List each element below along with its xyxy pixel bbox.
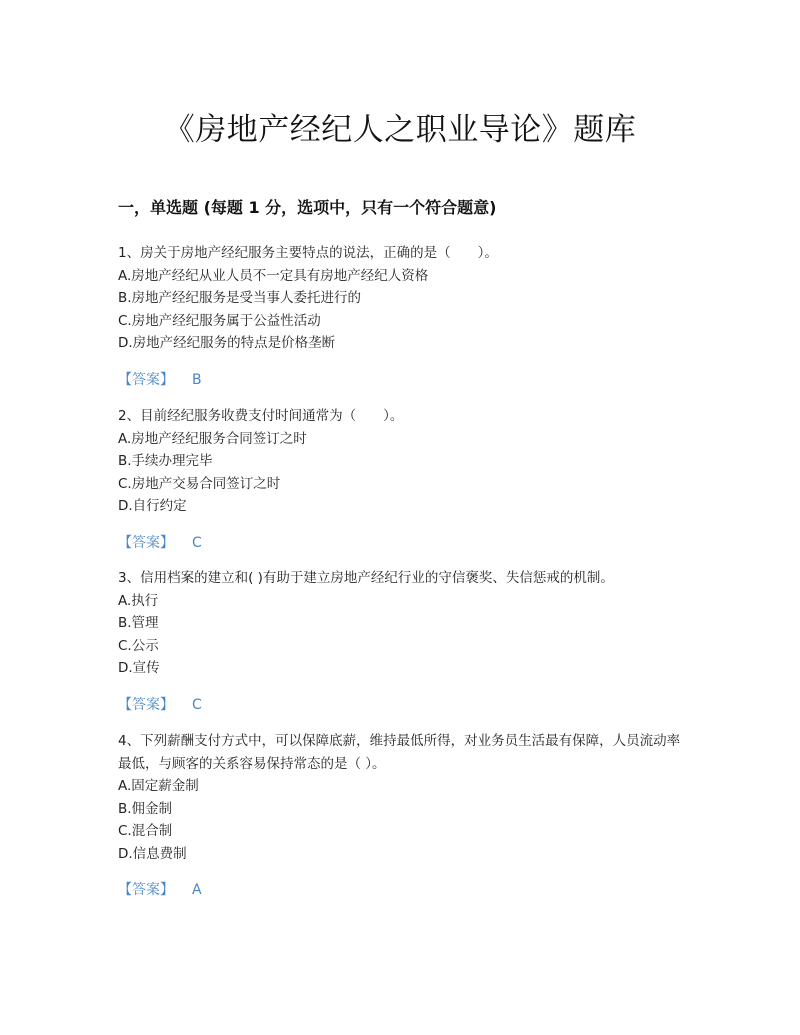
answer-value: A [192, 882, 202, 898]
section-heading: 一，单选题 (每题 1 分，选项中，只有一个符合题意) [118, 198, 497, 217]
option-d: D.信息费制 [118, 845, 187, 862]
question-stem: 2、目前经纪服务收费支付时间通常为（ ）。 [118, 408, 404, 424]
answer-label: 【答案】 [118, 534, 174, 551]
option-list [118, 775, 684, 865]
option-d: D.自行约定 [118, 498, 187, 514]
option-a: A.房地产经纪从业人员不一定具有房地产经纪人资格 [118, 267, 429, 284]
answer-line [118, 369, 684, 391]
option-d: D.房地产经纪服务的特点是价格垄断 [118, 335, 336, 351]
answer-label: 【答案】 [118, 882, 174, 898]
answer-label: 【答案】 [118, 696, 174, 713]
answer-value: C [192, 534, 202, 551]
question-2 [118, 405, 684, 554]
question-stem: 1、房关于房地产经纪服务主要特点的说法，正确的是（ ）。 [118, 245, 498, 261]
option-d: D.宣传 [118, 660, 160, 676]
option-c: C.房地产经纪服务属于公益性活动 [118, 312, 321, 329]
document-title: 《房地产经纪人之职业导论》题库 [163, 112, 637, 148]
option-b: B.房地产经纪服务是受当事人委托进行的 [118, 290, 362, 306]
option-b: B.管理 [118, 615, 159, 631]
option-b: B.手续办理完毕 [118, 453, 213, 469]
option-a: A.房地产经纪服务合同签订之时 [118, 430, 307, 447]
option-c: C.公示 [118, 637, 159, 654]
answer-value: B [192, 371, 202, 388]
option-b: B.佣金制 [118, 800, 173, 817]
question-stem: 3、信用档案的建立和( )有助于建立房地产经纪行业的守信褒奖、失信惩戒的机制。 [118, 570, 614, 586]
option-a: A.执行 [118, 592, 159, 609]
option-list [118, 265, 684, 355]
option-list [118, 428, 684, 518]
option-c: C.房地产交易合同签订之时 [118, 475, 281, 492]
answer-line [118, 879, 684, 901]
option-a: A.固定薪金制 [118, 778, 199, 794]
answer-line [118, 694, 684, 716]
answer-label: 【答案】 [118, 371, 174, 388]
question-1 [118, 242, 684, 391]
answer-line [118, 532, 684, 554]
question-3 [118, 567, 684, 716]
question-4 [118, 730, 684, 901]
answer-value: C [192, 696, 202, 713]
option-list [118, 590, 684, 680]
option-c: C.混合制 [118, 823, 173, 839]
question-stem: 4、下列薪酬支付方式中，可以保障底薪，维持最低所得，对业务员生活最有保障，人员流动率最低，与顾客的关系容易保持常态的是（ ）。 [118, 733, 681, 772]
